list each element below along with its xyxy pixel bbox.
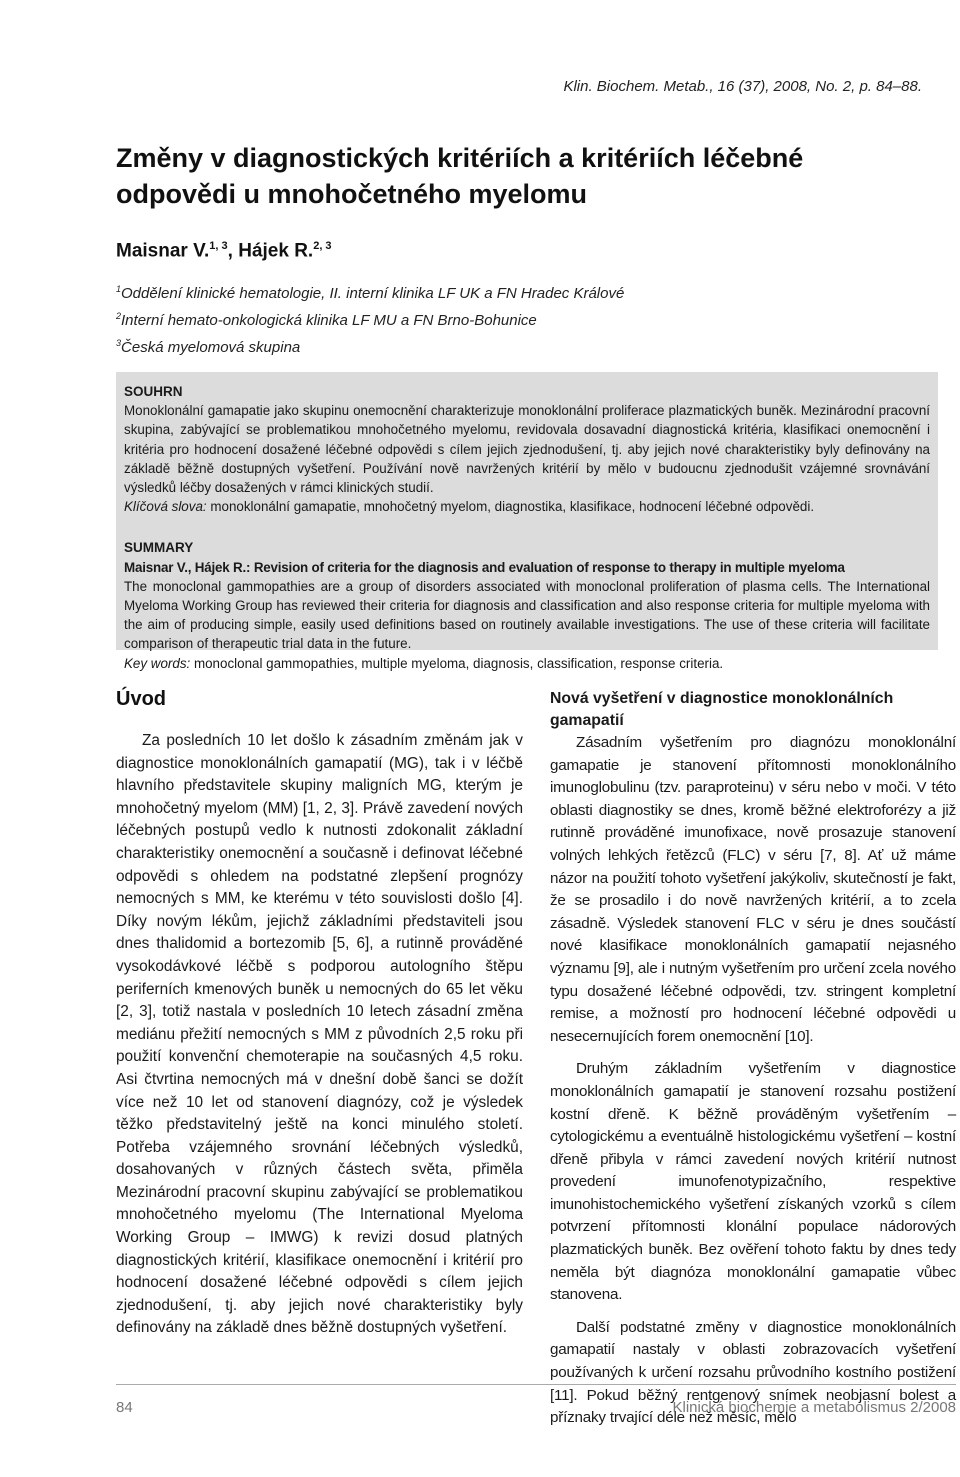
uvod-paragraph: Za posledních 10 let došlo k zásadním změnám jak v diagnostice monoklonálních gamapatií (MG), tak i v léčbě hlavního představitele skupiny maligních MG, kterým je mnohočetný myelom (MM) [1, 2, 3]. Právě zavedení nových léčebných postupů vedlo k nutnosti zdokonalit základní charakteristiky onemocnění a současně i definovat léčebné odpovědi s ohledem na podstatné zlepšení prognózy nemocných s MM, ke kterému v této souvislosti došlo [4]. Díky novým lékům, jejichž základními představiteli jsou dnes thalidomid a bortezomib [5, 6], a rutinně prováděné vysokodávkové léčbě s podporou autologního štěpu periferních kmenových buněk u nemocných do 65 let věku [2, 3], totiž nastala v posledních 10 letech zásadní změna mediánu přežití nemocných s MM z původních 2,5 roku při použití konvenční chemoterapie na současných 4,5 roku. Asi čtvrtina nemocných má v dnešní době šanci se dožít více než 10 let od stanovení diagnózy, což je výsledek těžko představitelný ještě na konci minulého století. Potřeba vzájemného srovnání léčebných výsledků, dosahovaných v různých částech světa, přiměla Mezinárodní pracovní skupinu zabývající se problematikou mnohočetného myelomu (The International Myeloma Working Group – IMWG) k revizi dosud platných diagnostických kritérií, klasifikace onemocnění i kritérií pro hodnocení dosažené léčebné odpovědi s cílem jejich zjednodušení, tj. aby jejich nové charakteristiky byly definovány na základě dnes běžně dostupných vyšetření. xyxy=(116,732,523,1337)
summary-text: The monoclonal gammopathies are a group of disorders associated with monoclonal proliferation of plasma cells. The International Myeloma Working Group has reviewed their criteria for diagnosis and classification and also response criteria for multiple myeloma with the aim of producing simple, easily used definitions based on routinely available investigations. The use of these criteria will facilitate comparison of therapeutic trial data in the future. xyxy=(124,578,930,652)
affiliation-line xyxy=(116,305,896,332)
souhrn-heading: SOUHRN xyxy=(124,384,183,399)
author-separator: , xyxy=(227,240,239,262)
affiliation-text: Interní hemato-onkologická klinika LF MU a FN Brno-Bohunice xyxy=(121,312,537,329)
body-paragraph: Zásadním vyšetřením pro diagnózu monoklonální gamapatie je stanovení přítomnosti monoklonálního imunoglobulinu (tzv. paraproteinu) v séru nebo v moči. V této oblasti diagnostiky se dnes, kromě běžné elektroforézy a již rutinně prováděné imunofixace, nově prosazuje stanovení volných lehkých řetězců (FLC) v séru [7, 8]. Ať už máme názor na použití tohoto vyšetření jakýkoliv, skutečností je fakt, že se prosadilo i do nově navržených kritérií, a to zcela zásadně. Výsledek stanovení FLC v séru je dnes součástí nové klasifikace monoklonálních gamapatií nejasného významu [9], ale i nutným vyšetřením pro určení zcela nového typu dosažené léčebné odpovědi, tzv. stringent kompletní remise, a možností pro hodnocení léčebné odpovědi u nesecernujících forem onemocnění [10]. xyxy=(550,734,956,1045)
affiliation-line xyxy=(116,278,896,305)
klicova-slova-text: monoklonální gamapatie, mnohočetný myelom, diagnostika, klasifikace, hodnocení léčebné odpovědi. xyxy=(206,499,815,515)
klicova-slova xyxy=(124,497,930,516)
author-affiliation-marker: 1, 3 xyxy=(209,240,228,252)
uvod-heading: Úvod xyxy=(116,688,166,710)
key-words xyxy=(124,654,930,673)
journal-reference: Klin. Biochem. Metab., 16 (37), 2008, No. 2, p. 84–88. xyxy=(563,78,922,95)
summary-title: Maisnar V., Hájek R.: Revision of criteria for the diagnosis and evaluation of response to therapy in multiple myeloma xyxy=(124,559,845,575)
footer-journal-name: Klinická biochemie a metabolismus 2/2008 xyxy=(672,1399,956,1416)
affiliation-marker: 3 xyxy=(116,338,122,348)
affiliation-text: Česká myelomová skupina xyxy=(121,339,301,356)
author-line xyxy=(116,240,332,262)
right-column xyxy=(550,688,956,1430)
affiliation-text: Oddělení klinické hematologie, II. interní klinika LF UK a FN Hradec Králové xyxy=(121,285,625,302)
abstract-box xyxy=(116,372,938,671)
key-words-text: monoclonal gammopathies, multiple myeloma, diagnosis, classification, response criteria. xyxy=(190,655,724,671)
affiliation-marker: 2 xyxy=(116,311,122,321)
affiliation-marker: 1 xyxy=(116,284,122,294)
body-paragraph: Další podstatné změny v diagnostice monoklonálních gamapatií nastaly v oblasti zobrazovacích vyšetření používaných k určení rozsahu průvodního kostního postižení [11]. Pokud běžný rentgenový snímek neobjasní bolest a příznaky trvající déle než měsíc, mělo xyxy=(550,1318,956,1427)
klicova-slova-label: Klíčová slova: xyxy=(124,499,207,515)
key-words-label: Key words: xyxy=(124,655,191,671)
section-subheading: Nová vyšetření v diagnostice monoklonálních gamapatií xyxy=(550,690,894,729)
souhrn-text: Monoklonální gamapatie jako skupinu onemocnění charakterizuje monoklonální proliferace plazmatických buněk. Mezinárodní pracovní skupina, zabývající se problematikou mnohočetného myelomu, revidovala dosavadní diagnostická kritéria, klasifikaci onemocnění i kritéria pro hodnocení dosažené léčebné odpovědi s cílem jejich zjednodušení, tj. aby jejich nové charakteristiky byly definovány na základě běžně dostupných vyšetření. Používání nově navržených kritérií by mělo v budoucnu zjednodušit vzájemné srovnávání výsledků léčby dosažených v rámci klinických studií. xyxy=(124,403,930,496)
author-affiliation-marker: 2, 3 xyxy=(313,240,332,252)
body-paragraph: Druhým základním vyšetřením v diagnostice monoklonálních gamapatií je stanovení rozsahu postižení kostní dřeně. K běžně prováděným vyšetřením – cytologickému a eventuálně histologickému vyšetření – kostní dřeně přibyla v rámci zavedení nových kritérií nutnost provedení imunofenotypizačního, respektive imunohistochemického vyšetření získaných vzorků s cílem potvrzení přítomnosti klonální populace nádorových plazmatických buněk. Bez ověření tohoto faktu by dnes tedy neměla být diagnóza monoklonální gamapatie vůbec stanovena. xyxy=(550,1060,956,1304)
affiliation-line xyxy=(116,332,896,359)
article-title: Změny v diagnostických kritériích a kritériích léčebné odpovědi u mnohočetného myelomu xyxy=(116,143,804,209)
left-column xyxy=(116,730,523,1340)
footer-divider xyxy=(116,1384,956,1385)
summary-heading: SUMMARY xyxy=(124,540,194,556)
affiliations xyxy=(116,278,896,359)
author-name: Hájek R. xyxy=(238,240,314,262)
page-number: 84 xyxy=(116,1399,133,1416)
author-name: Maisnar V. xyxy=(116,240,210,262)
